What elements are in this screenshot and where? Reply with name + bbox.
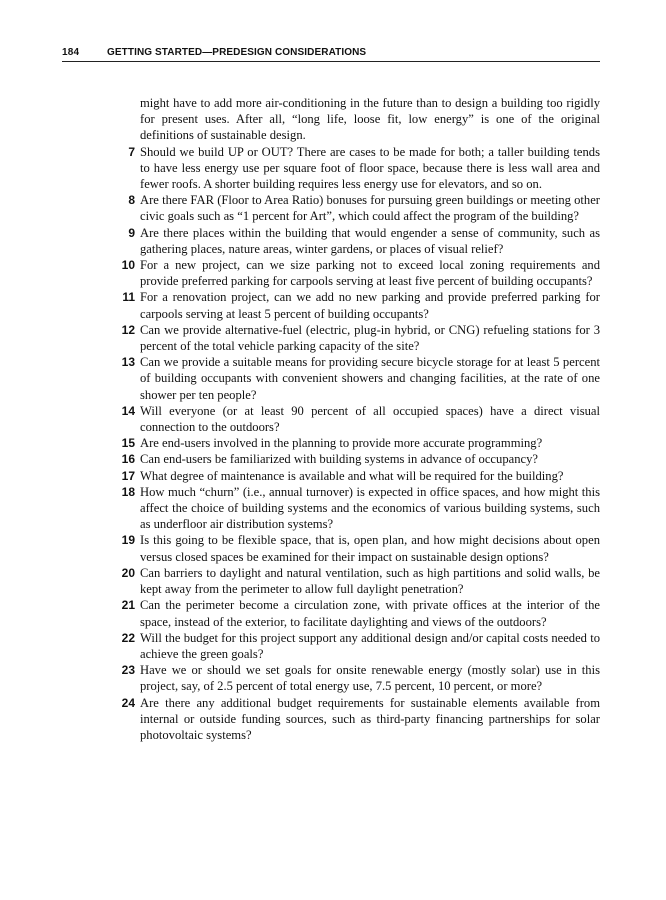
list-item-number: 10 (121, 258, 135, 273)
list-item-number: 17 (121, 468, 135, 483)
list-item (118, 257, 600, 289)
continued-paragraph: might have to add more air-conditioning in the future than to design a building too rigidly for present uses. After all, “long life, loose fit, low energy” is one of the original definitions of sustainable design. (140, 96, 600, 143)
list-item (118, 597, 600, 629)
list-item-text: Are there FAR (Floor to Area Ratio) bonuses for pursuing green buildings or meeting other civic goals such as “1 percent for Art”, which could affect the program of the building? (140, 193, 600, 224)
list-item (118, 695, 600, 744)
list-item-number: 15 (121, 436, 135, 451)
list-item-text: Are there any additional budget requirements for sustainable elements available from internal or outside funding sources, such as third-party financing partnerships for solar photovoltaic systems? (140, 695, 600, 742)
list-item-number: 14 (121, 403, 135, 418)
list-item-number: 24 (121, 695, 135, 710)
list-item (118, 532, 600, 564)
list-item-text: Will everyone (or at least 90 percent of all occupied spaces) have a direct visual connection to the outdoors? (140, 403, 600, 435)
list-item-number: 21 (121, 598, 135, 613)
list-item (118, 662, 600, 694)
list-item (118, 354, 600, 403)
list-item-text: Should we build UP or OUT? There are cases to be made for both; a taller building tends to have less energy use per square foot of floor space, because there is less wall area and fewer roofs. A shorter building requires less energy use for elevators, and so on. (140, 144, 600, 192)
list-item (118, 322, 600, 354)
list-item-text: For a new project, can we size parking not to exceed local zoning requirements and provide preferred parking for carpools serving at least five percent of building occupants? (140, 258, 600, 289)
list-item-number: 12 (121, 322, 135, 337)
list-item-number: 13 (121, 355, 135, 370)
list-item-text: How much “churn” (i.e., annual turnover) is expected in office spaces, and how might this affect the choice of building systems and the economics of various building systems, such as underfloor air distribution systems? (140, 484, 600, 532)
list-item-number: 16 (121, 452, 135, 467)
list-item-text: Are there places within the building that would engender a sense of community, such as gathering places, nature areas, winter gardens, or places of visual relief? (140, 225, 600, 256)
list-item-number: 22 (121, 630, 135, 645)
list-item (118, 565, 600, 597)
list-item-number: 20 (121, 565, 135, 580)
list-item-number: 18 (121, 484, 135, 499)
list-item (118, 630, 600, 662)
list-item-text: Have we or should we set goals for onsite renewable energy (mostly solar) use in this project, say, of 2.5 percent of total energy use, 7.5 percent, 10 percent, or more? (140, 663, 600, 694)
list-item-text: Can we provide alternative-fuel (electric, plug-in hybrid, or CNG) refueling stations for 3 percent of the total vehicle parking capacity of the site? (140, 322, 600, 354)
running-header (62, 45, 600, 62)
list-item-number: 19 (121, 533, 135, 548)
list-item-text: Are end-users involved in the planning to provide more accurate programming? (140, 436, 543, 451)
list-item-text: What degree of maintenance is available and what will be required for the building? (140, 468, 564, 483)
list-item-number: 8 (128, 193, 135, 208)
list-item-text: Can barriers to daylight and natural ventilation, such as high partitions and solid walls, be kept away from the perimeter to allow full daylight penetration? (140, 565, 600, 597)
list-item-number: 9 (128, 225, 135, 240)
list-item (118, 403, 600, 435)
list-item (118, 225, 600, 257)
page-body (118, 95, 600, 743)
list-item (118, 144, 600, 193)
list-item (118, 289, 600, 321)
list-item-text: For a renovation project, can we add no new parking and provide preferred parking for carpools serving at least 5 percent of building occupants? (140, 290, 600, 321)
list-item-number: 7 (128, 144, 135, 159)
list-item (118, 451, 600, 467)
list-item-text: Can end-users be familiarized with building systems in advance of occupancy? (140, 452, 538, 467)
list-item (118, 484, 600, 533)
list-item-number: 11 (122, 290, 135, 305)
list-item-text: Is this going to be flexible space, that is, open plan, and how might decisions about open versus closed spaces be examined for their impact on sustainable design options? (140, 533, 600, 564)
page-number: 184 (62, 47, 80, 58)
list-item-text: Will the budget for this project support any additional design and/or capital costs needed to achieve the green goals? (140, 630, 600, 661)
running-title: GETTING STARTED—PREDESIGN CONSIDERATIONS (107, 47, 367, 58)
list-item-number: 23 (121, 663, 135, 678)
list-item-text: Can the perimeter become a circulation zone, with private offices at the interior of the space, instead of the exterior, to facilitate daylighting and views of the outdoors? (140, 598, 600, 629)
list-item (118, 435, 600, 451)
list-item (118, 192, 600, 224)
list-item (118, 468, 600, 484)
numbered-list (118, 144, 600, 744)
list-item-text: Can we provide a suitable means for providing secure bicycle storage for at least 5 percent of building occupants with convenient showers and changing facilities, at the rate of one shower per ten people? (140, 355, 600, 402)
